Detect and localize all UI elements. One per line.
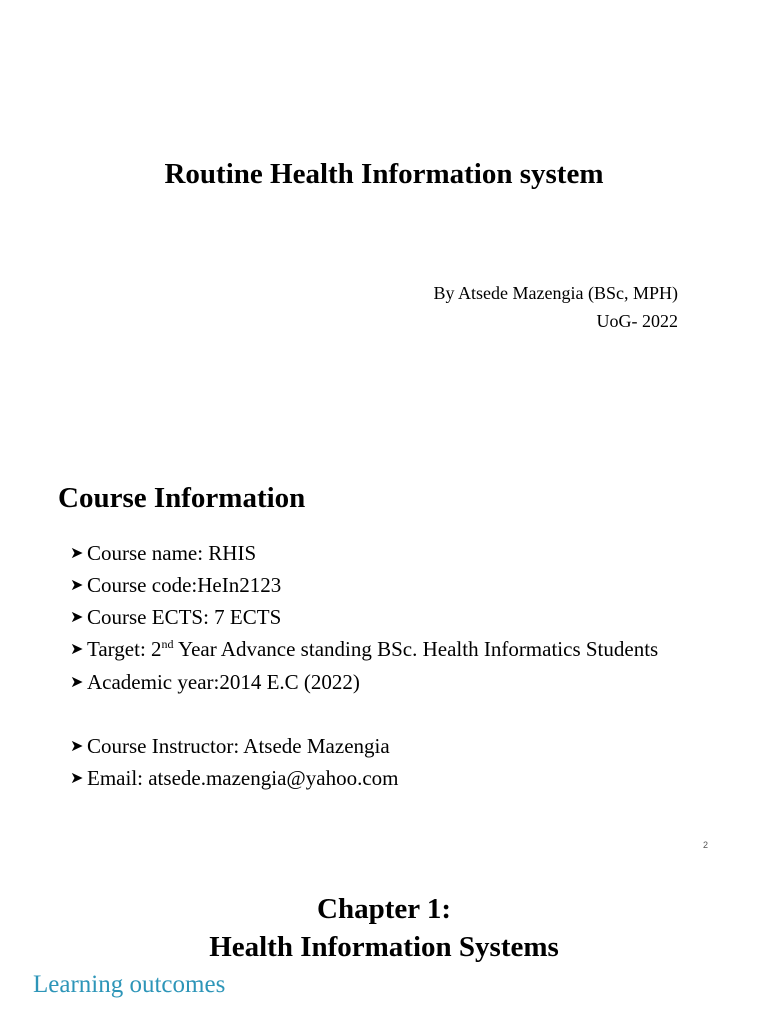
arrow-bullet-icon: ➤	[70, 639, 84, 658]
list-item-course-name	[70, 540, 256, 566]
list-item-instructor	[70, 733, 390, 759]
email-text: Email: atsede.mazengia@yahoo.com	[87, 766, 399, 790]
institution-line: UoG- 2022	[596, 311, 678, 331]
list-item-target	[70, 636, 658, 662]
list-item-academic-year	[70, 669, 360, 695]
page-number: 2	[703, 840, 709, 850]
author-line: By Atsede Mazengia (BSc, MPH)	[433, 283, 678, 303]
course-name-text: Course name: RHIS	[87, 541, 257, 565]
arrow-bullet-icon: ➤	[70, 672, 84, 691]
instructor-text: Course Instructor: Atsede Mazengia	[87, 734, 390, 758]
course-code-text: Course code:HeIn2123	[87, 573, 282, 597]
arrow-bullet-icon: ➤	[70, 768, 84, 787]
list-item-course-code	[70, 572, 281, 598]
chapter-number: Chapter 1:	[317, 893, 451, 925]
target-ordinal-suffix: nd	[161, 637, 174, 651]
arrow-bullet-icon: ➤	[70, 575, 84, 594]
list-item-email	[70, 765, 398, 791]
list-item-course-ects	[70, 604, 281, 630]
chapter-name: Health Information Systems	[209, 931, 559, 963]
chapter-title	[0, 890, 768, 966]
arrow-bullet-icon: ➤	[70, 736, 84, 755]
arrow-bullet-icon: ➤	[70, 607, 84, 626]
slide-title: Routine Health Information system	[164, 158, 604, 190]
arrow-bullet-icon: ➤	[70, 543, 84, 562]
course-information-heading: Course Information	[58, 482, 306, 514]
target-text-prefix: Target: 2	[87, 637, 162, 661]
learning-outcomes-heading: Learning outcomes	[33, 971, 226, 998]
course-ects-text: Course ECTS: 7 ECTS	[87, 605, 282, 629]
academic-year-text: Academic year:2014 E.C (2022)	[87, 670, 360, 694]
target-text-suffix: Year Advance standing BSc. Health Informatics Students	[173, 637, 659, 661]
